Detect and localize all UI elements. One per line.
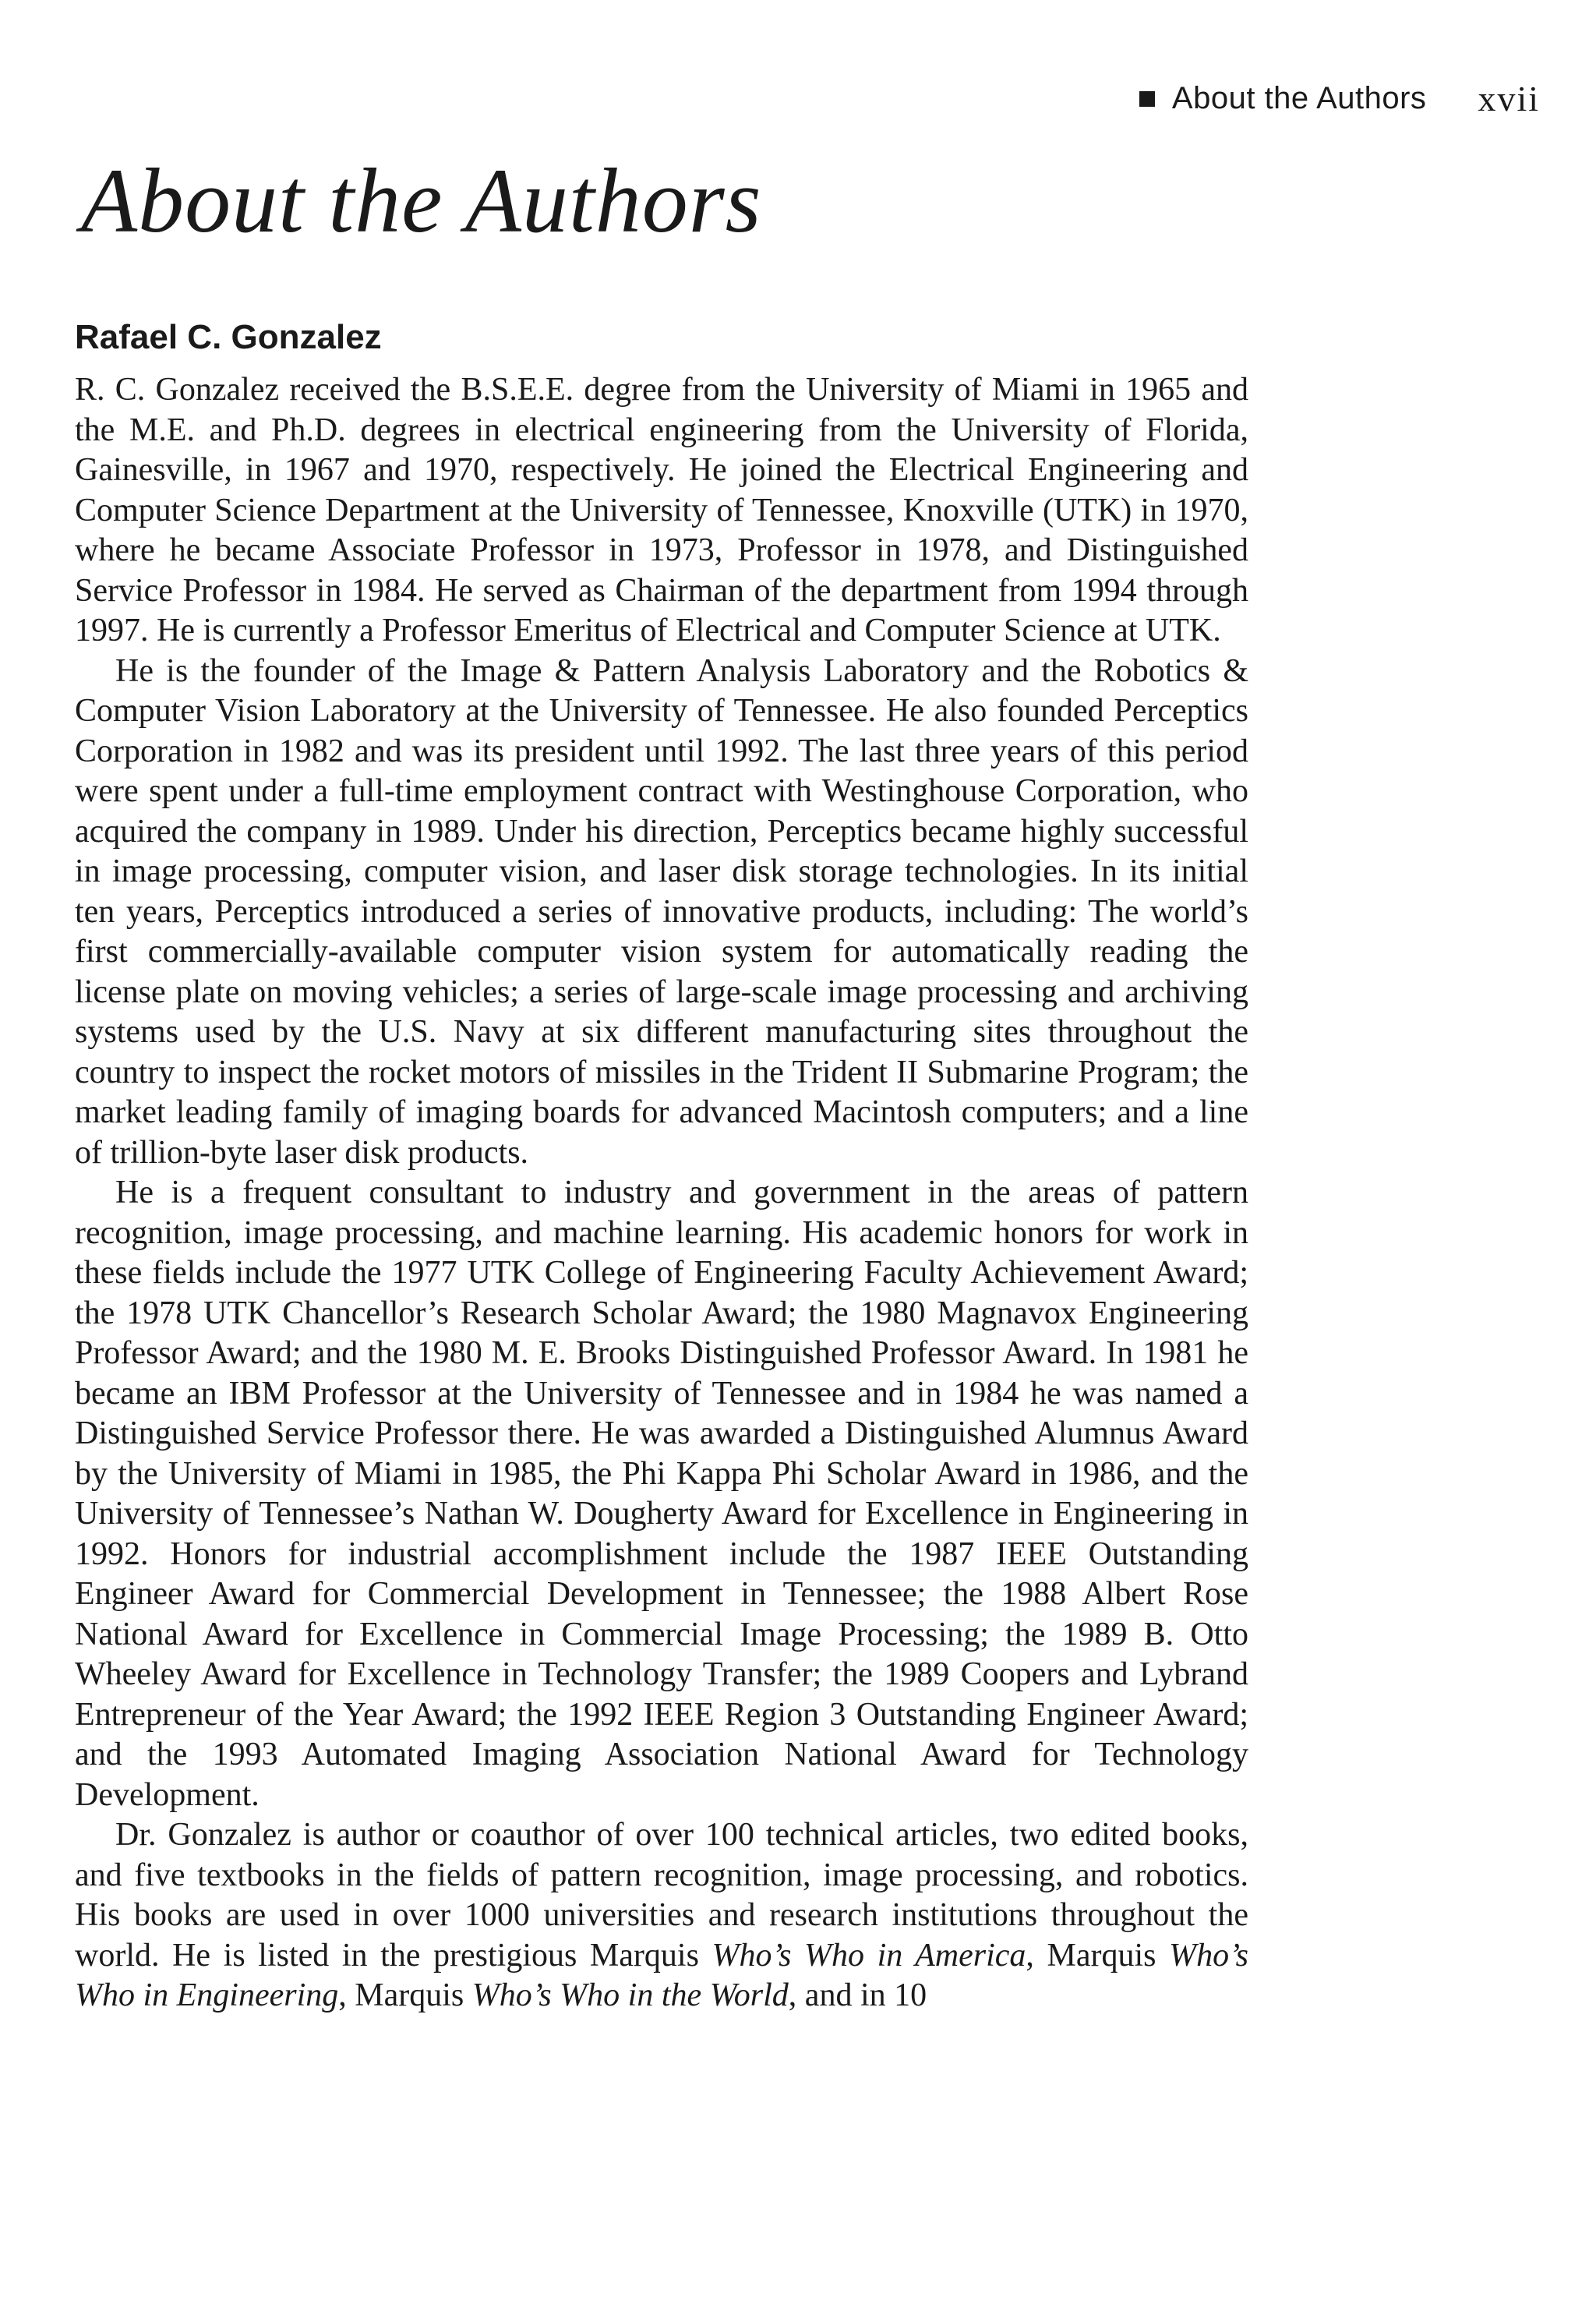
publications-text-4: , and in 10 bbox=[788, 1977, 927, 2013]
author-name: Rafael C. Gonzalez bbox=[75, 318, 382, 356]
publications-text-3: , Marquis bbox=[338, 1977, 472, 2013]
whos-who-engineering: Who’s Who in Engineering bbox=[75, 1937, 1248, 2013]
running-header-title: About the Authors bbox=[1171, 81, 1427, 115]
paragraph-perceptics: He is the founder of the Image & Pattern Analysis Laboratory and the Robotics & Computer Vision Laboratory at the University of Tennessee. He also founded Perceptics Corporation in 1982 and was its president until 1992. The last three years of this period were spent under a full-time employment contract with Westinghouse Corporation, who acquired the company in 1989. Under his direction, Perceptics became highly successful in image processing, computer vision, and laser disk storage technologies. In its initial ten years, Perceptics introduced a series of innovative products, including: The world’s first commercially-available computer vision system for automatically reading the license plate on moving vehicles; a series of large-scale image processing and archiving systems used by the U.S. Navy at six different manufacturing sites throughout the country to inspect the rocket motors of missiles in the Trident II Submarine Program; the market leading family of imaging boards for advanced Macintosh computers; and a line of trillion-byte laser disk products. bbox=[75, 652, 1248, 1171]
running-header bbox=[1139, 78, 1540, 119]
chapter-title: About the Authors bbox=[81, 150, 762, 252]
whos-who-america: Who’s Who in America bbox=[711, 1937, 1026, 1974]
square-bullet-icon bbox=[1139, 91, 1155, 107]
page-body bbox=[75, 316, 1248, 2016]
paragraph-honors: He is a frequent consultant to industry and government in the areas of pattern recognition, image processing, and machine learning. His academic honors for work in these fields include the 1977 UTK College of Engineering Faculty Achievement Award; the 1978 UTK Chancellor’s Research Scholar Award; the 1980 Magnavox Engineering Professor Award; and the 1980 M. E. Brooks Distinguished Professor Award. In 1981 he became an IBM Professor at the University of Tennessee and in 1984 he was named a Distinguished Service Professor there. He was awarded a Distinguished Alumnus Award by the University of Miami in 1985, the Phi Kappa Phi Scholar Award in 1986, and the University of Tennessee’s Nathan W. Dougherty Award for Excellence in Engineering in 1992. Honors for industrial accomplishment include the 1987 IEEE Outstanding Engineer Award for Commercial Development in Tennessee; the 1988 Albert Rose National Award for Excellence in Commercial Image Processing; the 1989 B. Otto Wheeley Award for Excellence in Technology Transfer; the 1989 Coopers and Lybrand Entrepreneur of the Year Award; the 1992 IEEE Region 3 Outstanding Engineer Award; and the 1993 Automated Imaging Association National Award for Technology Development. bbox=[75, 1175, 1248, 1813]
paragraph-publications bbox=[75, 1815, 1248, 2016]
publications-text-1: Dr. Gonzalez is author or coauthor of over 100 technical articles, two edited books, and five textbooks in the fields of pattern recognition, image processing, and robotics. His books are used in over 1000 universities and research institutions throughout the world. He is listed in the prestigious Marquis bbox=[75, 1817, 1248, 1974]
page-number: xvii bbox=[1478, 79, 1540, 118]
publications-text-2: , Marquis bbox=[1026, 1937, 1170, 1974]
whos-who-world: Who’s Who in the World bbox=[471, 1977, 789, 2013]
paragraph-education: R. C. Gonzalez received the B.S.E.E. degree from the University of Miami in 1965 and the M.E. and Ph.D. degrees in electrical engineering from the University of Florida, Gainesville, in 1967 and 1970, respectively. He joined the Electrical Engineering and Computer Science Department at the University of Tennessee, Knoxville (UTK) in 1970, where he became Associate Professor in 1973, Professor in 1978, and Distinguished Service Professor in 1984. He served as Chairman of the department from 1994 through 1997. He is currently a Professor Emeritus of Electrical and Computer Science at UTK. bbox=[75, 372, 1248, 648]
